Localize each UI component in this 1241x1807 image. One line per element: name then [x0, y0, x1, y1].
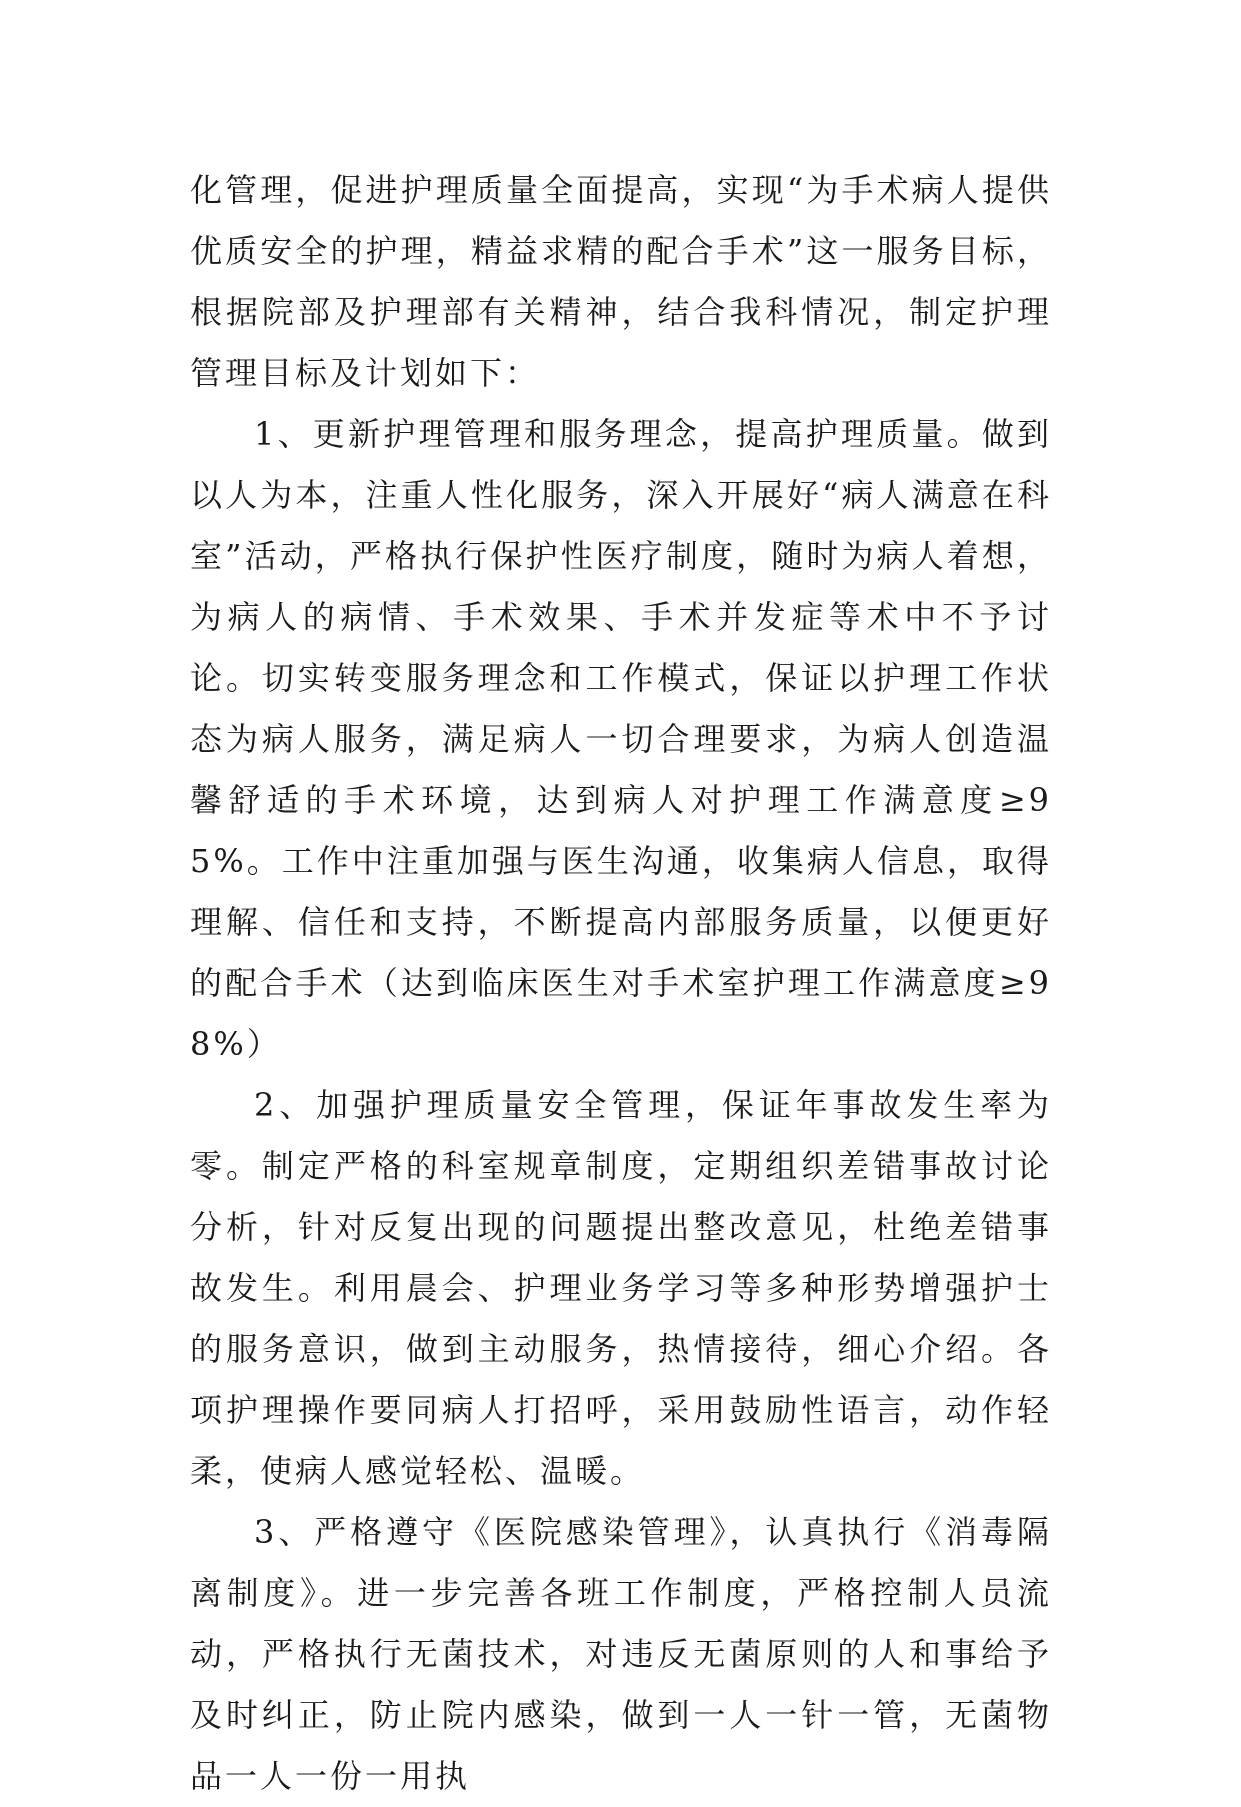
paragraph-continuation: 化管理，促进护理质量全面提高，实现“为手术病人提供优质安全的护理，精益求精的配合手术”这一服务目标，根据院部及护理部有关精神，结合我科情况，制定护理管理目标及计划如下： [190, 171, 1052, 392]
paragraph-item-1: 1、更新护理管理和服务理念，提高护理质量。做到以人为本，注重人性化服务，深入开展好“病人满意在科室”活动，严格执行保护性医疗制度，随时为病人着想，为病人的病情、手术效果、手术并发症等术中不予讨论。切实转变服务理念和工作模式，保证以护理工作状态为病人服务，满足病人一切合理要求，为病人创造温馨舒适的手术环境，达到病人对护理工作满意度≥95%。工作中注重加强与医生沟通，收集病人信息，取得理解、信任和支持，不断提高内部服务质量，以便更好的配合手术（达到临床医生对手术室护理工作满意度≥98%） [190, 415, 1052, 1063]
paragraph-item-2: 2、加强护理质量安全管理，保证年事故发生率为零。制定严格的科室规章制度，定期组织差错事故讨论分析，针对反复出现的问题提出整改意见，杜绝差错事故发生。利用晨会、护理业务学习等多种形势增强护士的服务意识，做到主动服务，热情接待，细心介绍。各项护理操作要同病人打招呼，采用鼓励性语言，动作轻柔，使病人感觉轻松、温暖。 [190, 1086, 1052, 1490]
document-body [190, 160, 1052, 1807]
paragraph-item-3: 3、严格遵守《医院感染管理》，认真执行《消毒隔离制度》。进一步完善各班工作制度，严格控制人员流动，严格执行无菌技术，对违反无菌原则的人和事给予及时纠正，防止院内感染，做到一人一针一管，无菌物品一人一份一用执 [190, 1513, 1052, 1795]
